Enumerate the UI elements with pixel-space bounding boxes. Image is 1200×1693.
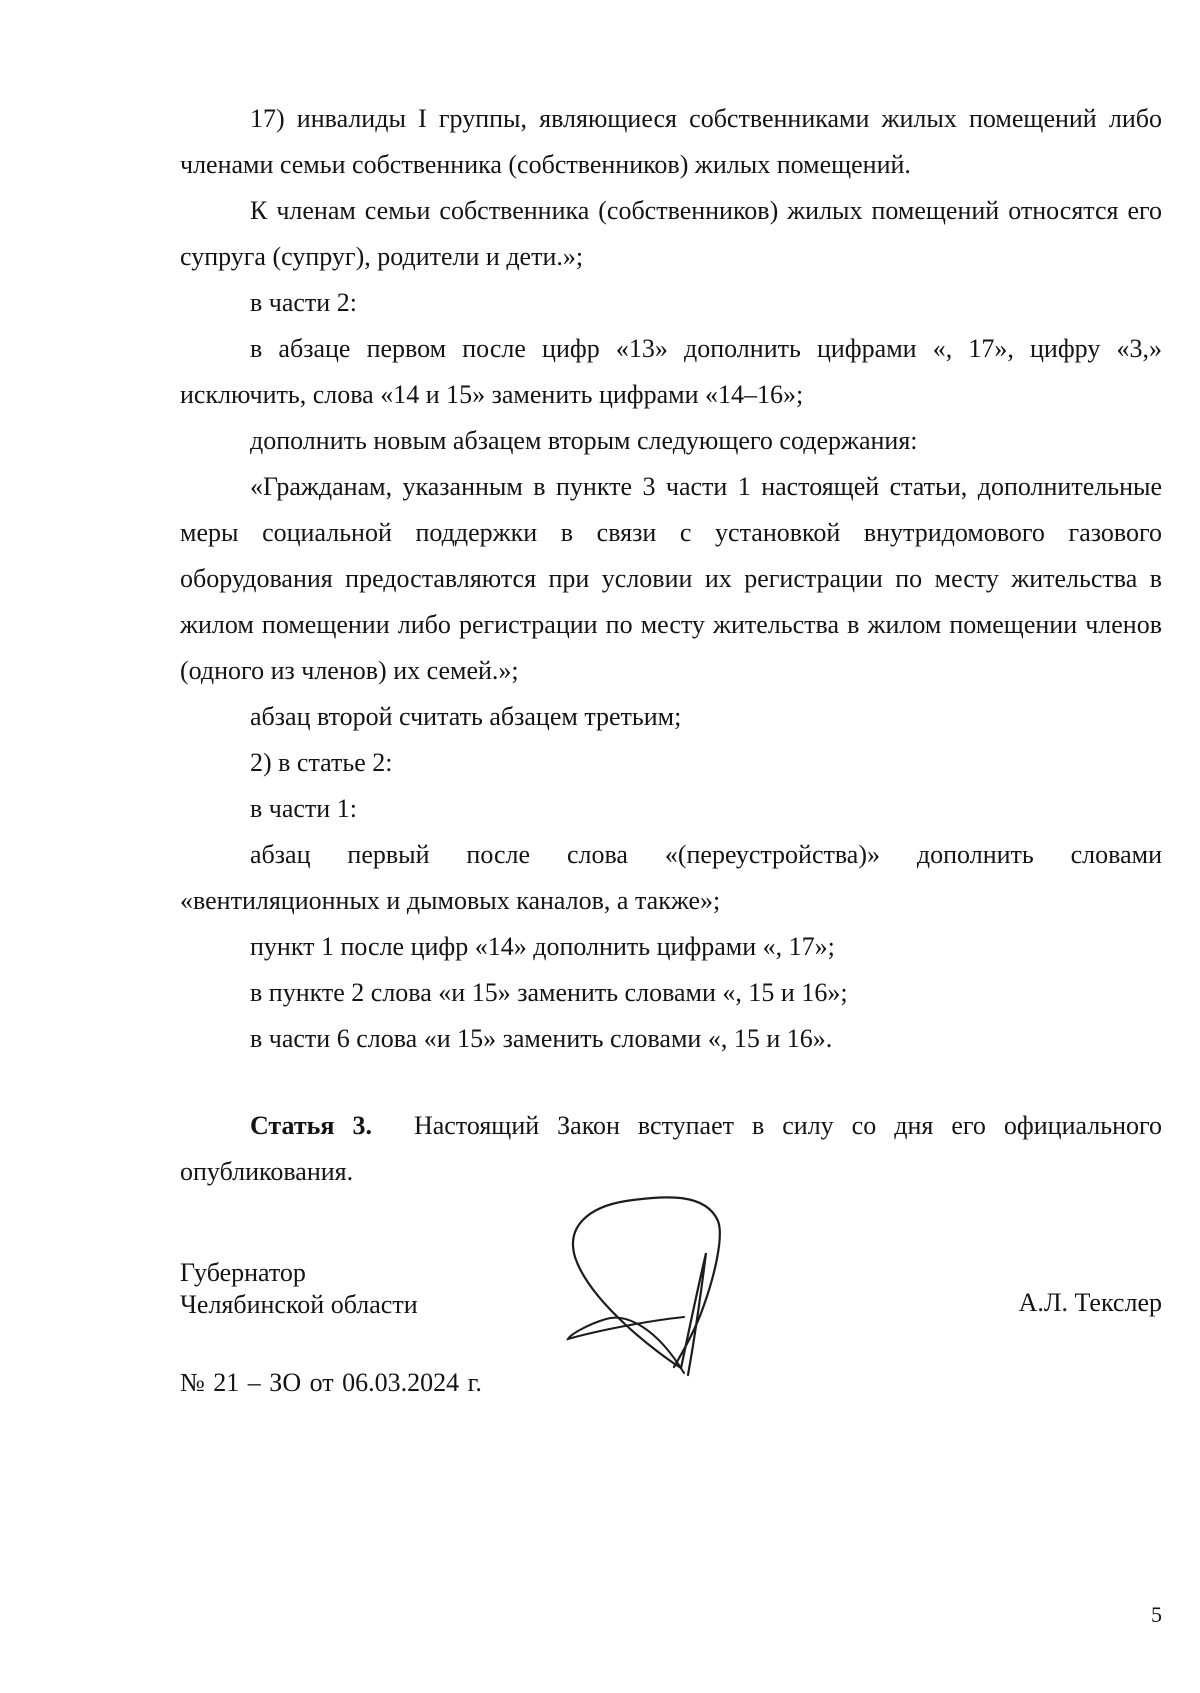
paragraph-1: 17) инвалиды I группы, являющиеся собственниками жилых помещений либо членами семьи собственника (собственников) жилых помещений.: [180, 104, 1162, 179]
page-number: 5: [1151, 1602, 1162, 1627]
paragraph-12: в пункте 2 слова «и 15» заменить словами «, 15 и 16»;: [250, 978, 848, 1007]
paragraph-4: в абзаце первом после цифр «13» дополнить цифрами «, 17», цифру «3,» исключить, слова «14 и 15» заменить цифрами «14–16»;: [180, 334, 1162, 409]
paragraph-13: в части 6 слова «и 15» заменить словами «, 15 и 16».: [250, 1024, 833, 1053]
document-body: [180, 96, 1162, 1062]
paragraph-7: абзац второй считать абзацем третьим;: [250, 702, 682, 731]
paragraph-6: «Гражданам, указанным в пункте 3 части 1 настоящей статьи, дополнительные меры социальной поддержки в связи с установкой внутридомового газового оборудования предоставляются при условии их регистрации по месту жительства в жилом помещении либо регистрации по месту жительства в жилом помещении членов (одного из членов) их семей.»;: [180, 472, 1162, 685]
paragraph-10: абзац первый после слова «(переустройства)» дополнить словами «вентиляционных и дымовых каналов, а также»;: [180, 840, 1162, 915]
signer-title-line-1: Губернатор: [180, 1258, 306, 1287]
paragraph-9: в части 1:: [250, 794, 357, 823]
article-3-heading: Статья 3.: [250, 1111, 372, 1140]
law-number: № 21 – ЗО от 06.03.2024 г.: [180, 1368, 482, 1397]
signer-name: А.Л. Текслер: [1018, 1288, 1162, 1317]
handwritten-signature: [566, 1195, 756, 1385]
paragraph-5: дополнить новым абзацем вторым следующего содержания:: [250, 426, 918, 455]
paragraph-3: в части 2:: [250, 288, 357, 317]
signer-title: [180, 1257, 418, 1321]
signer-title-line-2: Челябинской области: [180, 1290, 418, 1319]
article-3-text: Настоящий Закон вступает в силу со дня его официального опубликования.: [180, 1111, 1163, 1186]
paragraph-2: К членам семьи собственника (собственников) жилых помещений относятся его супруга (супруг), родители и дети.»;: [180, 196, 1162, 271]
article-3: [180, 1103, 1162, 1195]
paragraph-8: 2) в статье 2:: [250, 748, 393, 777]
paragraph-11: пункт 1 после цифр «14» дополнить цифрами «, 17»;: [250, 932, 835, 961]
